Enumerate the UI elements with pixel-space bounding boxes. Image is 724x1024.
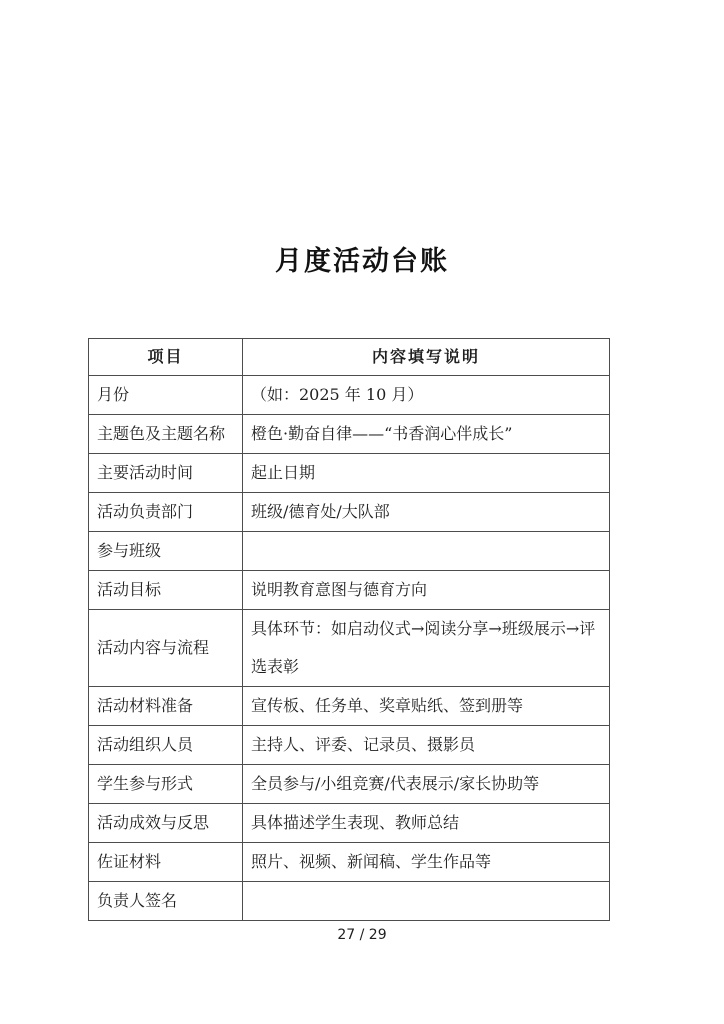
table-row-organizers bbox=[89, 726, 610, 765]
row-value bbox=[243, 532, 610, 571]
page-number: 27 / 29 bbox=[337, 927, 387, 943]
table-row-evidence bbox=[89, 843, 610, 882]
table-row-materials bbox=[89, 687, 610, 726]
row-label: 参与班级 bbox=[89, 532, 243, 571]
row-label: 佐证材料 bbox=[89, 843, 243, 882]
table-row-department bbox=[89, 493, 610, 532]
table-row-classes bbox=[89, 532, 610, 571]
row-label: 活动组织人员 bbox=[89, 726, 243, 765]
column-header-description: 内容填写说明 bbox=[243, 339, 610, 376]
page-title: 月度活动台账 bbox=[275, 246, 449, 277]
row-label: 主要活动时间 bbox=[89, 454, 243, 493]
row-label: 活动目标 bbox=[89, 571, 243, 610]
table-row-participation bbox=[89, 765, 610, 804]
row-value: 全员参与/小组竞赛/代表展示/家长协助等 bbox=[243, 765, 610, 804]
table-row-goal bbox=[89, 571, 610, 610]
row-value: 主持人、评委、记录员、摄影员 bbox=[243, 726, 610, 765]
table-row-reflection bbox=[89, 804, 610, 843]
table-row-theme bbox=[89, 415, 610, 454]
row-value: 宣传板、任务单、奖章贴纸、签到册等 bbox=[243, 687, 610, 726]
row-label: 主题色及主题名称 bbox=[89, 415, 243, 454]
row-label: 学生参与形式 bbox=[89, 765, 243, 804]
row-label: 活动内容与流程 bbox=[89, 610, 243, 687]
row-value: 说明教育意图与德育方向 bbox=[243, 571, 610, 610]
row-label: 月份 bbox=[89, 376, 243, 415]
activity-ledger-table bbox=[88, 338, 610, 921]
table-row-month bbox=[89, 376, 610, 415]
row-label: 负责人签名 bbox=[89, 882, 243, 921]
row-value: （如：2025 年 10 月） bbox=[243, 376, 610, 415]
row-value: 橙色·勤奋自律——“书香润心伴成长” bbox=[243, 415, 610, 454]
column-header-item: 项目 bbox=[89, 339, 243, 376]
table-row-signature bbox=[89, 882, 610, 921]
row-value: 起止日期 bbox=[243, 454, 610, 493]
row-label: 活动负责部门 bbox=[89, 493, 243, 532]
row-value: 照片、视频、新闻稿、学生作品等 bbox=[243, 843, 610, 882]
row-label: 活动材料准备 bbox=[89, 687, 243, 726]
table-row-process bbox=[89, 610, 610, 687]
row-label: 活动成效与反思 bbox=[89, 804, 243, 843]
row-value bbox=[243, 882, 610, 921]
row-value: 班级/德育处/大队部 bbox=[243, 493, 610, 532]
table-header-row bbox=[89, 339, 610, 376]
row-value: 具体环节：如启动仪式→阅读分享→班级展示→评选表彰 bbox=[243, 610, 610, 687]
table-row-time bbox=[89, 454, 610, 493]
row-value: 具体描述学生表现、教师总结 bbox=[243, 804, 610, 843]
